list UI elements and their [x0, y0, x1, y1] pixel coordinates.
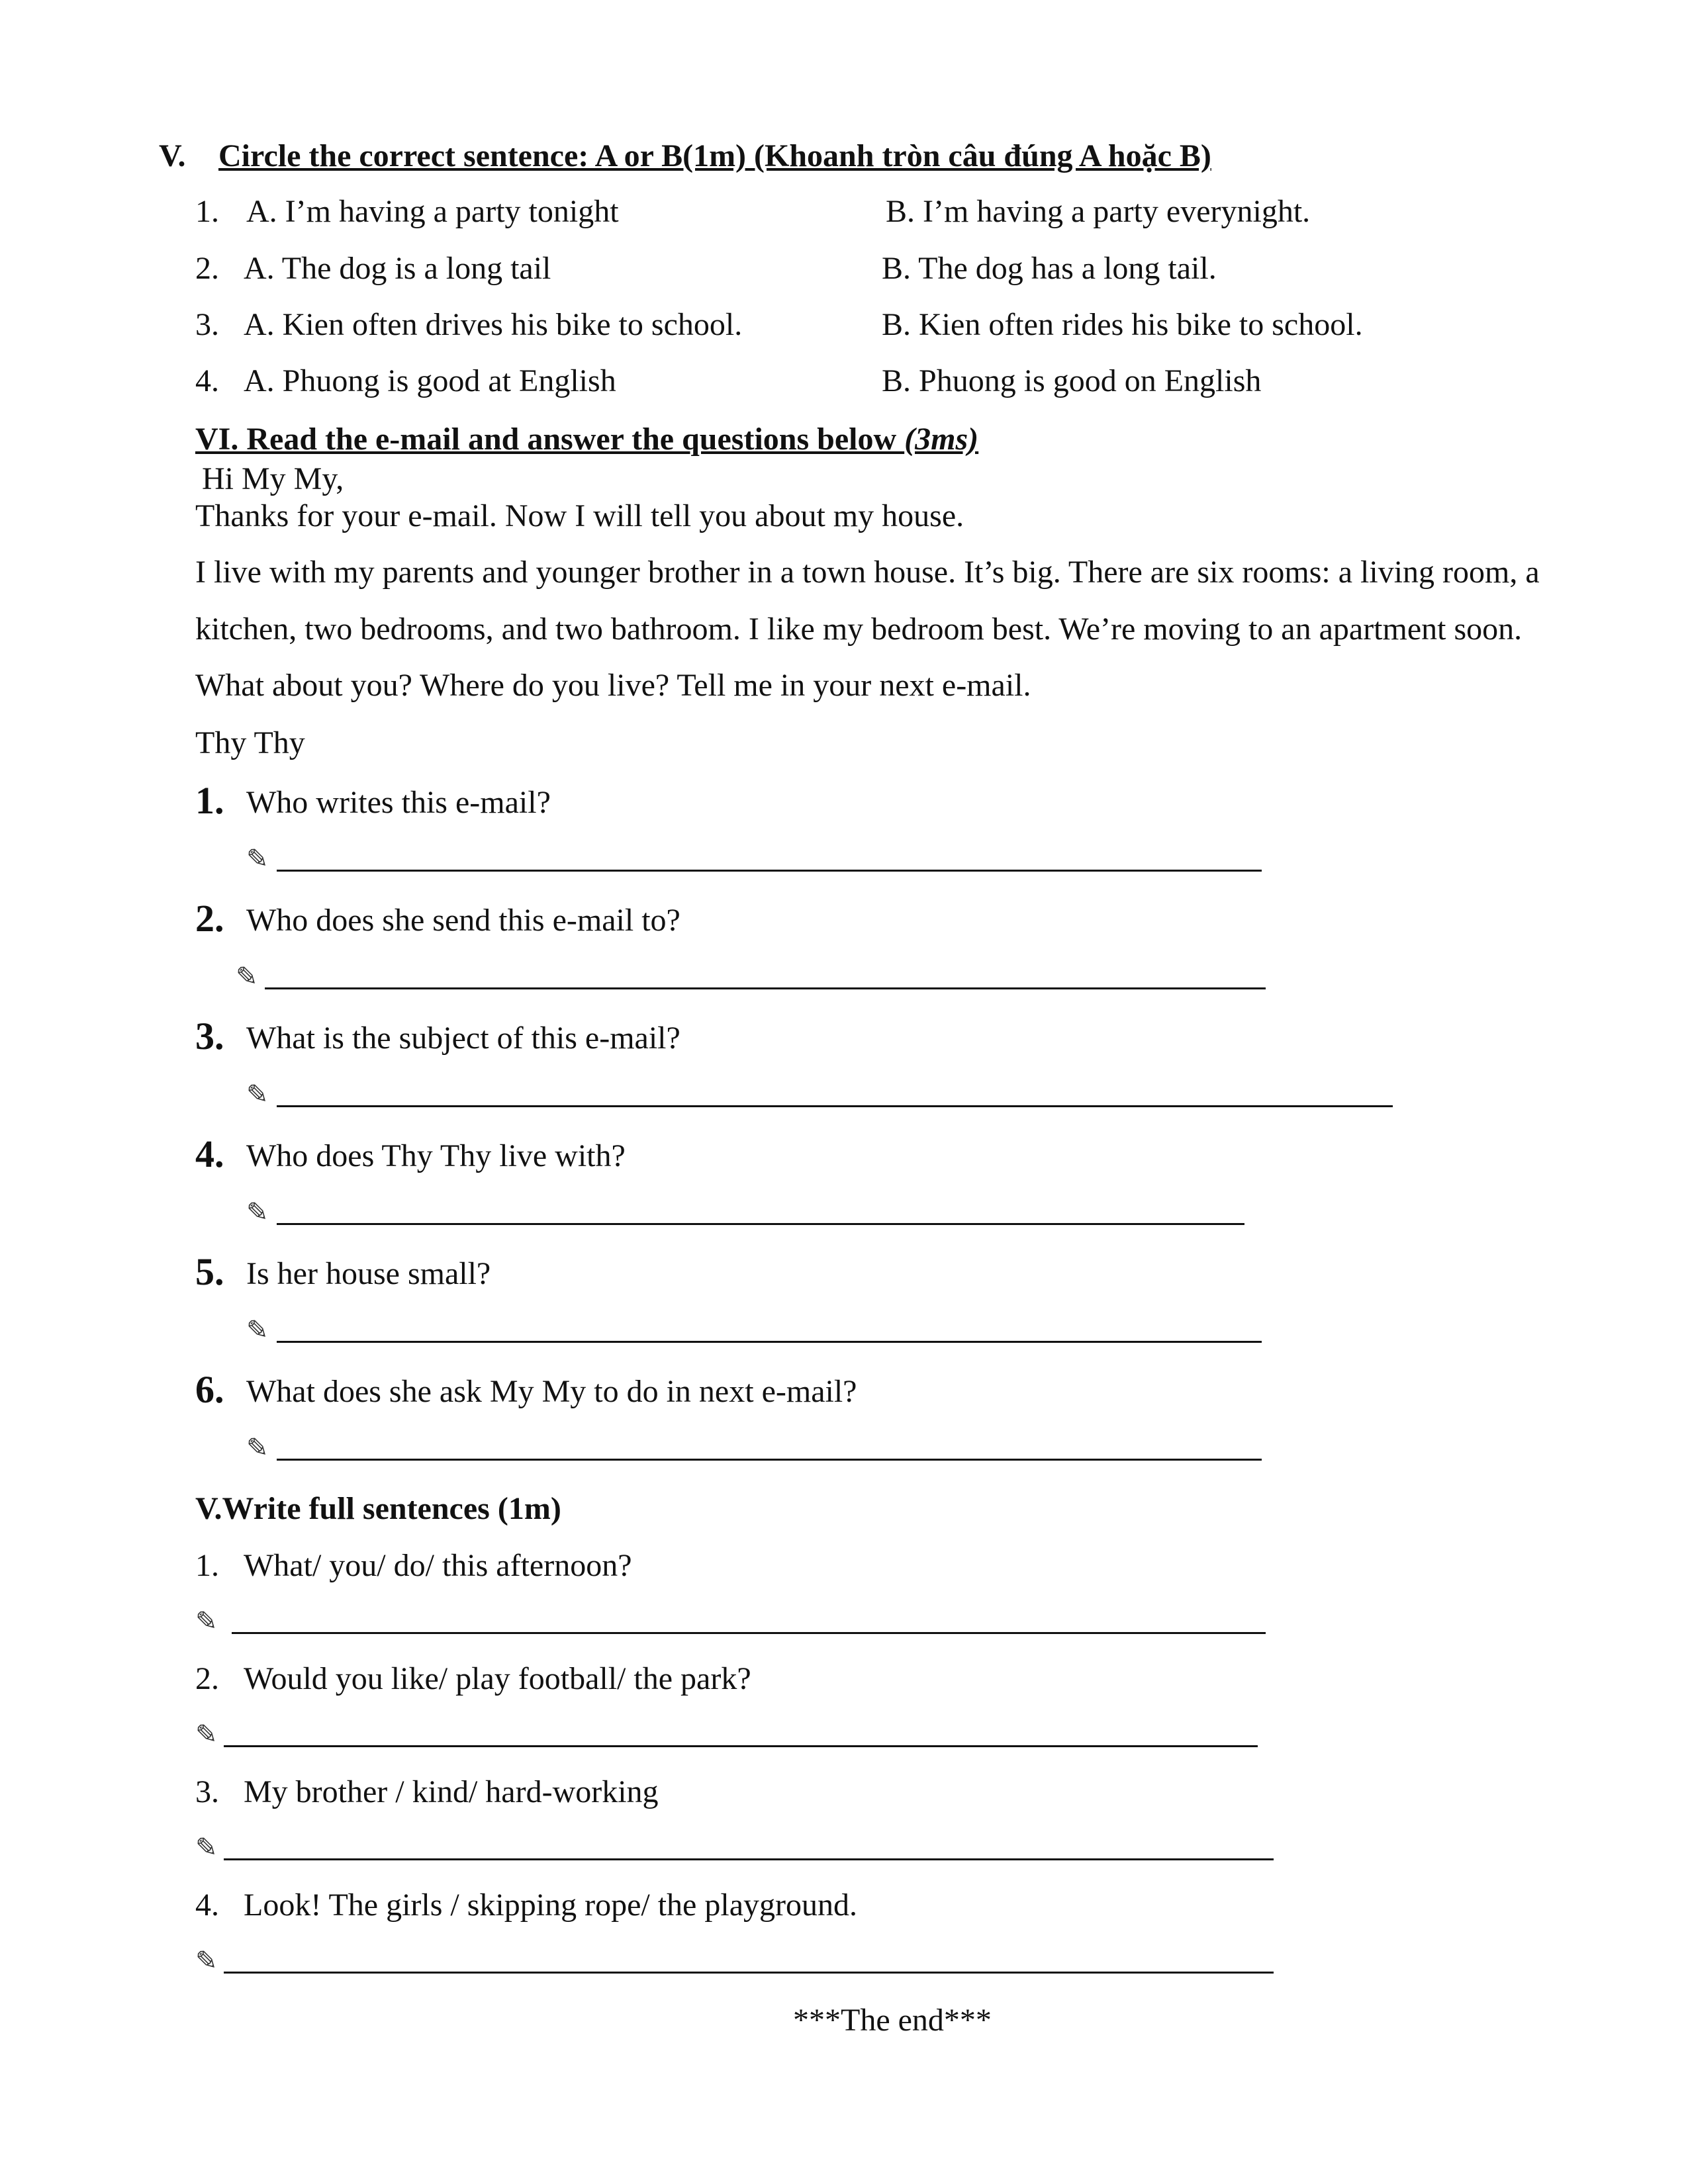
sentence-prompt: Would you like/ play football/ the park?: [244, 1661, 751, 1696]
question-number: 1.: [195, 779, 224, 822]
pencil-icon: ✎: [195, 1946, 218, 1976]
question-text: Who does she send this e-mail to?: [246, 903, 680, 938]
answer-line[interactable]: [277, 1223, 1244, 1225]
question-number: 6.: [195, 1368, 224, 1411]
choice-option-b[interactable]: B. Phuong is good on English: [882, 363, 1262, 398]
section-vi-marks: (3ms): [904, 422, 979, 457]
end-marker: ***The end***: [793, 2003, 992, 2038]
pencil-icon: ✎: [246, 1315, 269, 1345]
answer-line[interactable]: [232, 1632, 1266, 1634]
sentence-number: 2.: [195, 1661, 219, 1696]
choice-option-b[interactable]: B. I’m having a party everynight.: [886, 194, 1311, 229]
sentence-prompt: Look! The girls / skipping rope/ the playground.: [244, 1888, 857, 1923]
pencil-icon: ✎: [246, 1079, 269, 1110]
sentence-number: 4.: [195, 1888, 219, 1923]
email-line: Thanks for your e-mail. Now I will tell you about my house.: [195, 498, 964, 533]
section-write-title: V.Write full sentences (1m): [195, 1491, 561, 1526]
answer-line[interactable]: [277, 1341, 1262, 1343]
answer-line[interactable]: [277, 1459, 1262, 1461]
choice-option-b[interactable]: B. Kien often rides his bike to school.: [882, 307, 1363, 342]
choice-number: 2.: [195, 251, 219, 286]
email-greeting: Hi My My,: [202, 461, 344, 496]
choice-option-a[interactable]: A. Phuong is good at English: [244, 363, 616, 398]
question-number: 4.: [195, 1132, 224, 1175]
sentence-prompt: My brother / kind/ hard-working: [244, 1774, 659, 1809]
choice-option-a[interactable]: A. Kien often drives his bike to school.: [244, 307, 743, 342]
choice-number: 3.: [195, 307, 219, 342]
choice-option-a[interactable]: A. I’m having a party tonight: [246, 194, 619, 229]
answer-line[interactable]: [224, 1745, 1258, 1747]
email-line: What about you? Where do you live? Tell me in your next e-mail.: [195, 668, 1031, 703]
answer-line[interactable]: [224, 1972, 1274, 1974]
question-text: Is her house small?: [246, 1256, 491, 1291]
pencil-icon: ✎: [195, 1833, 218, 1863]
choice-option-b[interactable]: B. The dog has a long tail.: [882, 251, 1217, 286]
question-text: What does she ask My My to do in next e-mail?: [246, 1374, 857, 1409]
pencil-icon: ✎: [246, 1197, 269, 1228]
section-v-title: Circle the correct sentence: A or B(1m) (Khoanh tròn câu đúng A hoặc B): [218, 138, 1211, 173]
answer-line[interactable]: [265, 987, 1266, 989]
choice-option-a[interactable]: A. The dog is a long tail: [244, 251, 551, 286]
answer-line[interactable]: [277, 1105, 1393, 1107]
question-number: 5.: [195, 1250, 224, 1293]
email-signature: Thy Thy: [195, 725, 305, 760]
pencil-icon: ✎: [195, 1606, 218, 1637]
sentence-prompt: What/ you/ do/ this afternoon?: [244, 1548, 632, 1583]
sentence-number: 3.: [195, 1774, 219, 1809]
section-vi-title-text: VI. Read the e-mail and answer the questions below: [195, 422, 905, 457]
choice-number: 1.: [195, 194, 219, 229]
question-text: What is the subject of this e-mail?: [246, 1021, 680, 1056]
email-line: I live with my parents and younger brother in a town house. It’s big. There are six rooms: a living room, a: [195, 555, 1540, 590]
pencil-icon: ✎: [195, 1719, 218, 1750]
sentence-number: 1.: [195, 1548, 219, 1583]
section-v-number: V.: [159, 138, 186, 173]
pencil-icon: ✎: [246, 844, 269, 874]
question-text: Who writes this e-mail?: [246, 785, 551, 820]
question-number: 2.: [195, 897, 224, 940]
email-line: kitchen, two bedrooms, and two bathroom. I like my bedroom best. We’re moving to an apartment soon.: [195, 612, 1523, 647]
pencil-icon: ✎: [236, 962, 258, 992]
answer-line[interactable]: [277, 870, 1262, 872]
answer-line[interactable]: [224, 1858, 1274, 1860]
pencil-icon: ✎: [246, 1433, 269, 1463]
question-number: 3.: [195, 1015, 224, 1058]
choice-number: 4.: [195, 363, 219, 398]
question-text: Who does Thy Thy live with?: [246, 1138, 626, 1173]
section-vi-title: [195, 420, 978, 459]
